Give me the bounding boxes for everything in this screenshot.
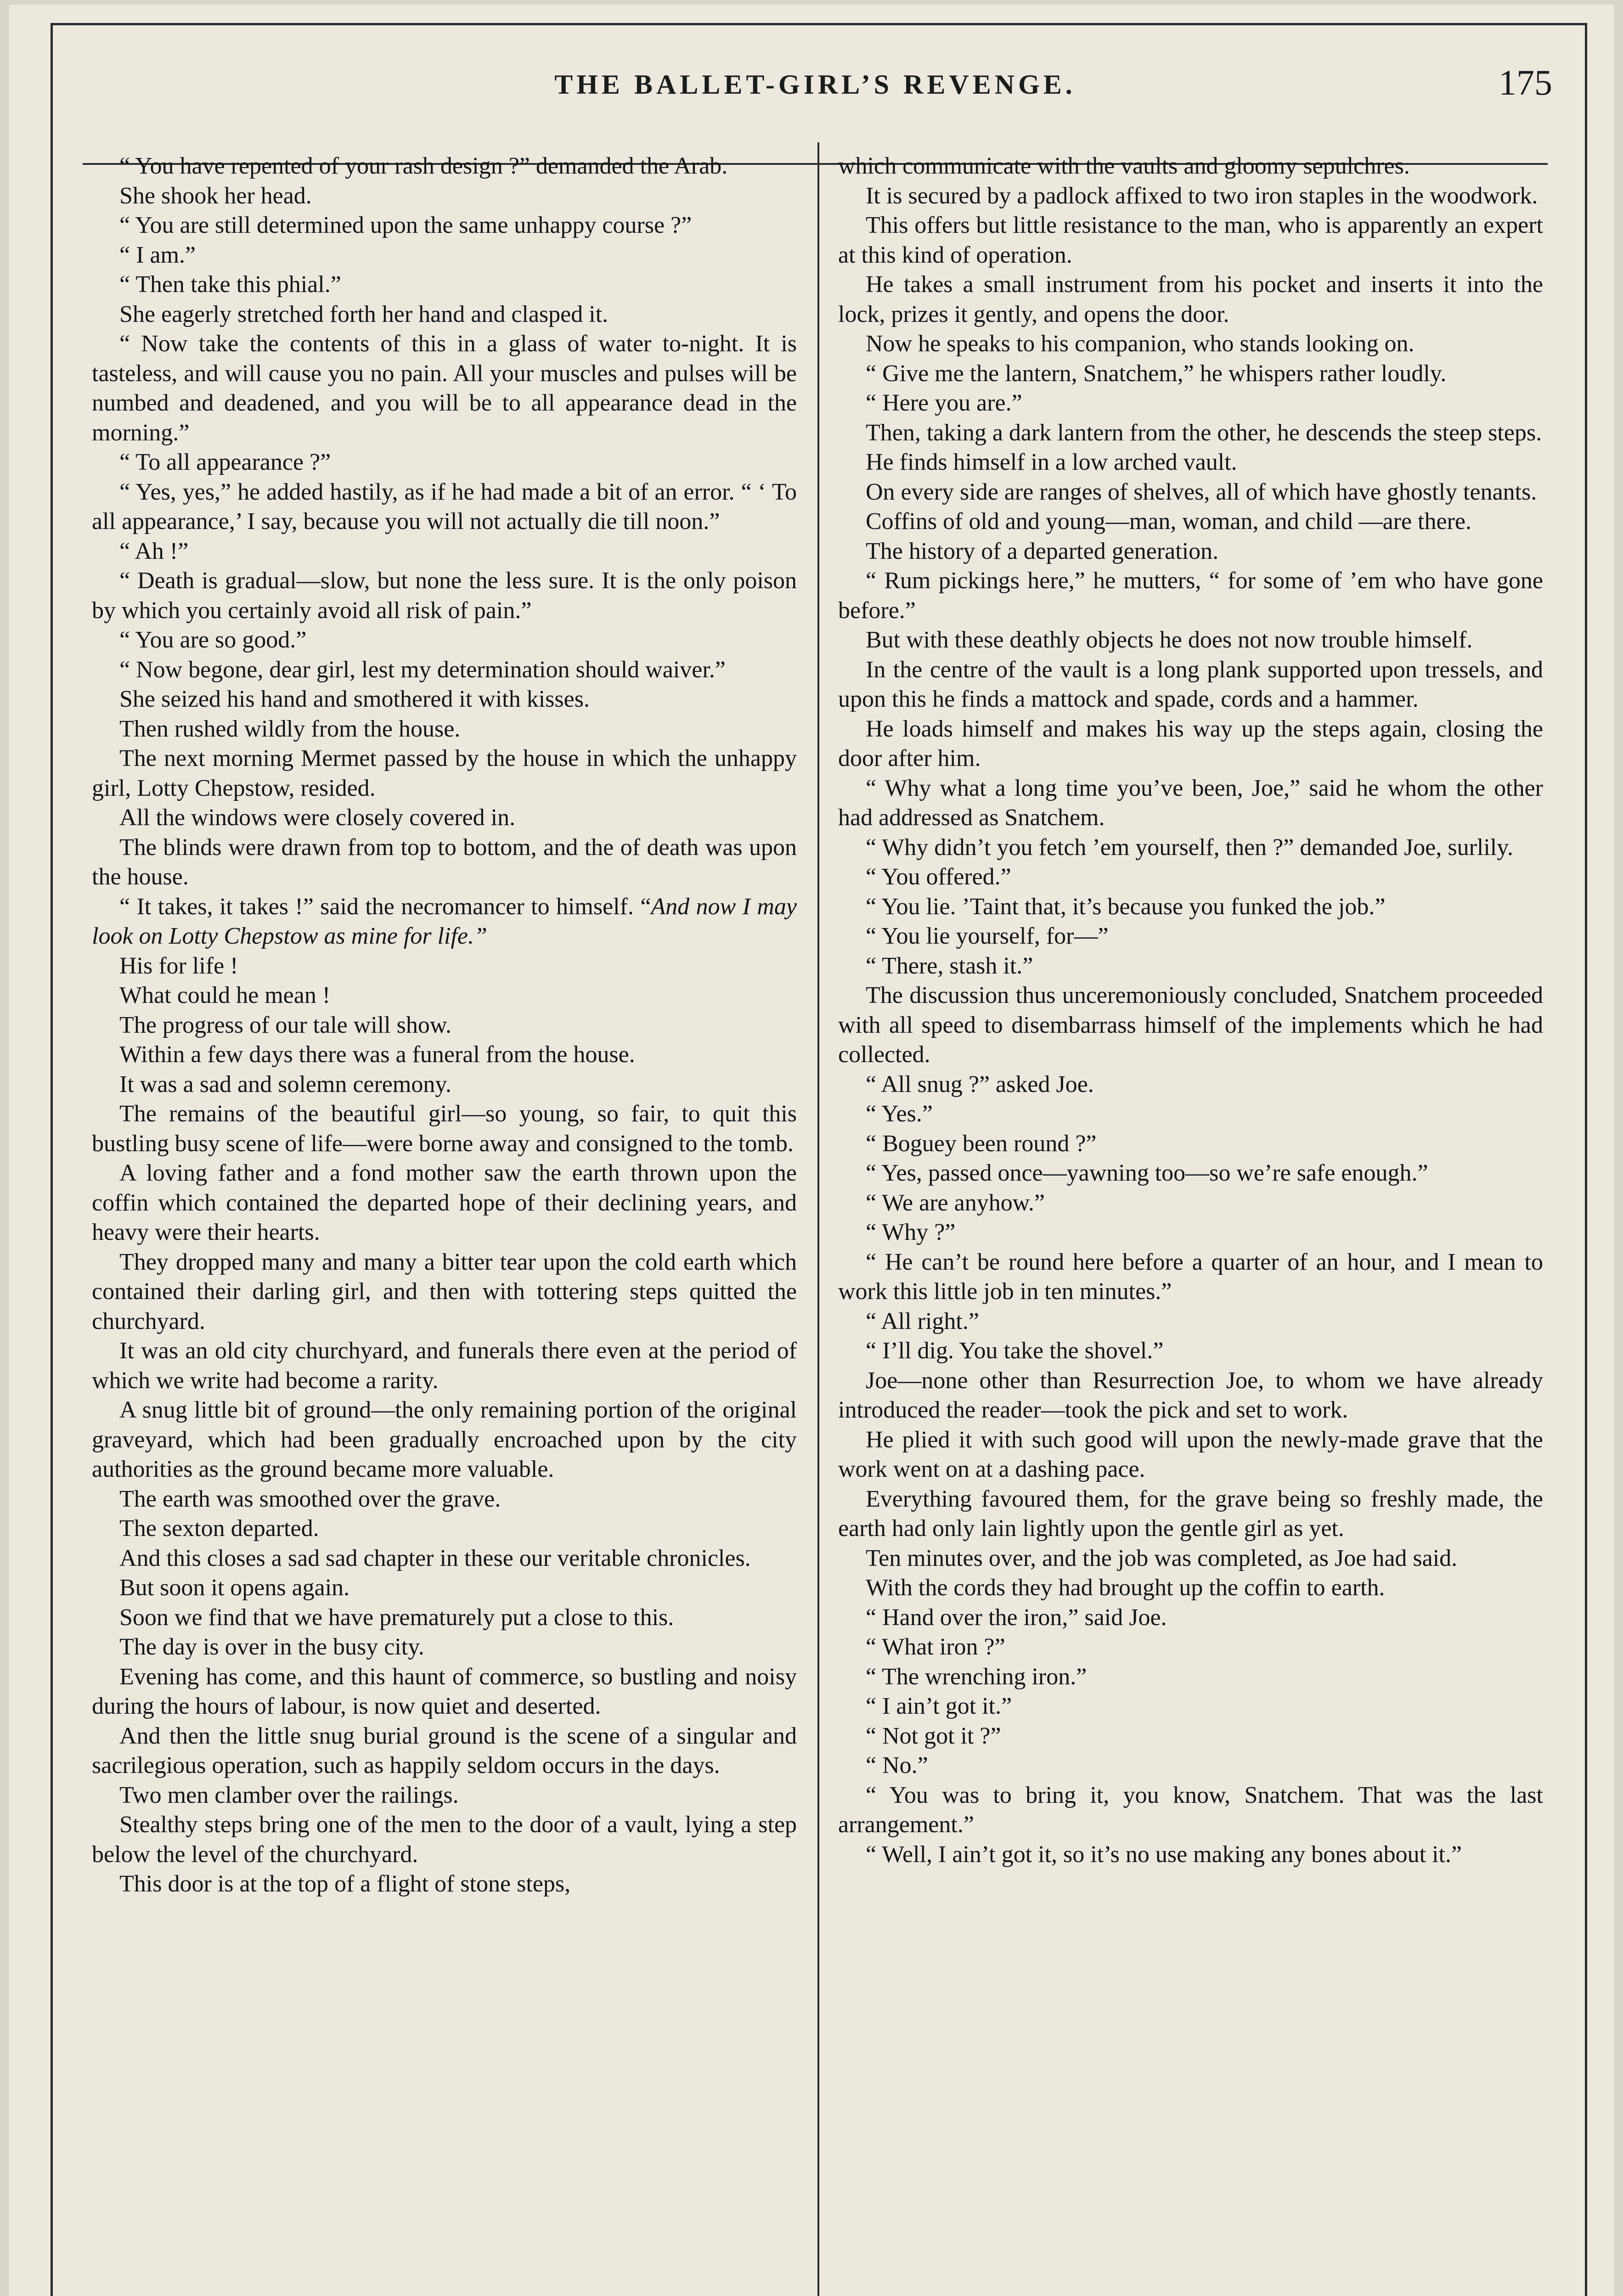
paragraph: The history of a departed generation. <box>866 538 1219 564</box>
paragraph: But with these deathly objects he does not now trouble himself. <box>866 627 1473 653</box>
paragraph: “ Death is gradual—slow, but none the less sure. It is the only poison by which you certainly avoid all risk of pain.” <box>92 568 797 624</box>
paragraph: “ Then take this phial.” <box>119 271 341 298</box>
paragraph: “ You was to bring it, you know, Snatchem. That was the last arrangement.” <box>838 1782 1543 1838</box>
paragraph: It is secured by a padlock affixed to two iron staples in the woodwork. <box>866 182 1538 209</box>
paragraph: Then, taking a dark lantern from the other, he descends the steep steps. <box>866 419 1542 446</box>
paragraph: “ What iron ?” <box>866 1634 1005 1660</box>
paragraph: Then rushed wildly from the house. <box>119 715 461 742</box>
paragraph: “ You lie. ’Taint that, it’s because you funked the job.” <box>866 893 1386 920</box>
paragraph: It was a sad and solemn ceremony. <box>119 1071 451 1097</box>
paragraph: “ Yes.” <box>866 1101 933 1127</box>
paragraph: He plied it with such good will upon the newly-made grave that the work went on at a dashing pace. <box>838 1426 1543 1482</box>
paragraph: “ You are still determined upon the same unhappy course ?” <box>119 212 692 238</box>
paragraph: He finds himself in a low arched vault. <box>866 449 1237 475</box>
paragraph: “ No.” <box>866 1752 928 1778</box>
paragraph: “ I am.” <box>119 242 196 268</box>
paragraph: “ Yes, passed once—yawning too—so we’re safe enough.” <box>866 1160 1428 1186</box>
page-header <box>73 37 1557 129</box>
paragraph: What could he mean ! <box>119 982 331 1008</box>
paragraph: “ Why what a long time you’ve been, Joe,” said he whom the other had addressed as Snatchem. <box>838 775 1543 831</box>
column-divider <box>817 142 819 2296</box>
paragraph: It was an old city churchyard, and funerals there even at the period of which we write had become a rarity. <box>92 1338 797 1394</box>
paragraph: “ All right.” <box>866 1308 979 1334</box>
paragraph: “ Give me the lantern, Snatchem,” he whispers rather loudly. <box>866 360 1447 387</box>
paragraph: Now he speaks to his companion, who stands looking on. <box>866 331 1414 357</box>
paragraph: On every side are ranges of shelves, all of which have ghostly tenants. <box>866 478 1537 505</box>
paragraph: “ We are anyhow.” <box>866 1189 1045 1216</box>
paragraph: “ I ain’t got it.” <box>866 1693 1012 1719</box>
paragraph: Everything favoured them, for the grave being so freshly made, the earth had only lain lightly upon the gentle girl as yet. <box>838 1486 1543 1542</box>
paragraph: With the cords they had brought up the coffin to earth. <box>866 1575 1385 1601</box>
paragraph: “ To all appearance ?” <box>119 449 331 475</box>
paragraph: Within a few days there was a funeral from the house. <box>119 1041 635 1068</box>
paragraph: “ I’ll dig. You take the shovel.” <box>866 1338 1164 1364</box>
paragraph: And then the little snug burial ground is the scene of a singular and sacrilegious operation, such as happily seldom occurs in the days. <box>92 1722 797 1778</box>
paragraph: They dropped many and many a bitter tear upon the cold earth which contained their darling girl, and then with tottering steps quitted the churchyard. <box>92 1249 797 1334</box>
paragraph: In the centre of the vault is a long plank supported upon tressels, and upon this he finds a mattock and spade, cords and a hammer. <box>838 656 1543 712</box>
paragraph: The blinds were drawn from top to bottom, and the of death was upon the house. <box>92 834 797 890</box>
paragraph: His for life ! <box>119 952 238 979</box>
paragraph: Stealthy steps bring one of the men to the door of a vault, lying a step below the level of the churchyard. <box>92 1812 797 1868</box>
paragraph: The next morning Mermet passed by the house in which the unhappy girl, Lotty Chepstow, resided. <box>92 745 797 801</box>
paragraph: She seized his hand and smothered it with kisses. <box>119 686 590 712</box>
paragraph: Evening has come, and this haunt of commerce, so bustling and noisy during the hours of labour, is now quiet and deserted. <box>92 1663 797 1719</box>
right-column <box>838 152 1543 2296</box>
paragraph: The progress of our tale will show. <box>119 1012 452 1038</box>
paragraph: Ten minutes over, and the job was completed, as Joe had said. <box>866 1545 1458 1571</box>
paragraph: “ Well, I ain’t got it, so it’s no use making any bones about it.” <box>866 1841 1462 1868</box>
paragraph: “ You offered.” <box>866 864 1011 890</box>
left-column <box>92 152 797 2296</box>
paragraph: “ Here you are.” <box>866 390 1022 416</box>
paragraph: “ All snug ?” asked Joe. <box>866 1071 1094 1097</box>
paragraph: “ Not got it ?” <box>866 1722 1001 1749</box>
paragraph <box>92 892 797 951</box>
paragraph: “ Hand over the iron,” said Joe. <box>866 1604 1167 1631</box>
paragraph: “ Now begone, dear girl, lest my determination should waiver.” <box>119 656 726 683</box>
paragraph: “ Yes, yes,” he added hastily, as if he had made a bit of an error. “ ‘ To all appearance,’ I say, because you will not actually die till noon.” <box>92 478 797 535</box>
paragraph: Joe—none other than Resurrection Joe, to whom we have already introduced the reader—took the pick and set to work. <box>838 1367 1543 1423</box>
paragraph: All the windows were closely covered in. <box>119 805 516 831</box>
paragraph: The discussion thus unceremoniously concluded, Snatchem proceeded with all speed to disembarrass himself of the implements which he had collected. <box>838 982 1543 1068</box>
book-page <box>9 5 1614 2296</box>
italic-quote: And now I may look on Lotty Chepstow as mine for life.” <box>92 893 797 949</box>
paragraph: He takes a small instrument from his pocket and inserts it into the lock, prizes it gently, and opens the door. <box>838 271 1543 327</box>
paragraph: “ Boguey been round ?” <box>866 1130 1097 1157</box>
quote-lead: “ It takes, it takes !” said the necromancer to himself. “ <box>119 893 651 920</box>
page-number: 175 <box>1499 62 1552 102</box>
paragraph: “ Now take the contents of this in a glass of water to-night. It is tasteless, and will cause you no pain. All your muscles and pulses will be numbed and deadened, and you will be to all appearance dead in the morning.” <box>92 331 797 446</box>
paragraph: The sexton departed. <box>119 1515 319 1542</box>
paragraph: This door is at the top of a flight of stone steps, <box>119 1871 571 1897</box>
paragraph: This offers but little resistance to the man, who is apparently an expert at this kind of operation. <box>838 212 1543 268</box>
paragraph: She shook her head. <box>119 182 312 209</box>
paragraph: “ You lie yourself, for—” <box>866 923 1109 949</box>
paragraph: The remains of the beautiful girl—so young, so fair, to quit this bustling busy scene of life—were borne away and consigned to the tomb. <box>92 1101 797 1157</box>
paragraph: “ Rum pickings here,” he mutters, “ for some of ’em who have gone before.” <box>838 568 1543 624</box>
paragraph: A snug little bit of ground—the only remaining portion of the original graveyard, which had been gradually encroached upon by the city authorities as the ground became more valuable. <box>92 1397 797 1482</box>
paragraph: The day is over in the busy city. <box>119 1634 424 1660</box>
paragraph: “ Why didn’t you fetch ’em yourself, then ?” demanded Joe, surlily. <box>866 834 1513 861</box>
paragraph: “ He can’t be round here before a quarter of an hour, and I mean to work this little job in ten minutes.” <box>838 1249 1543 1305</box>
paragraph: which communicate with the vaults and gloomy sepulchres. <box>838 153 1410 179</box>
paragraph: And this closes a sad sad chapter in these our veritable chronicles. <box>119 1545 751 1571</box>
paragraph: “ The wrenching iron.” <box>866 1663 1087 1690</box>
paragraph: Soon we find that we have prematurely put a close to this. <box>119 1604 674 1631</box>
paragraph: He loads himself and makes his way up the steps again, closing the door after him. <box>838 715 1543 771</box>
paragraph: A loving father and a fond mother saw the earth thrown upon the coffin which contained the departed hope of their declining years, and heavy were their hearts. <box>92 1160 797 1245</box>
paragraph: “ There, stash it.” <box>866 952 1033 979</box>
paragraph: Two men clamber over the railings. <box>119 1782 459 1808</box>
running-title: THE BALLET-GIRL’S REVENGE. <box>554 69 1076 100</box>
paragraph: But soon it opens again. <box>119 1575 350 1601</box>
paragraph: She eagerly stretched forth her hand and clasped it. <box>119 301 609 327</box>
paragraph: “ Ah !” <box>119 538 189 564</box>
paragraph: The earth was smoothed over the grave. <box>119 1486 501 1512</box>
paragraph: “ You have repented of your rash design ?” demanded the Arab. <box>119 153 728 179</box>
paragraph: “ You are so good.” <box>119 627 307 653</box>
paragraph: “ Why ?” <box>866 1219 956 1245</box>
paragraph: Coffins of old and young—man, woman, and child —are there. <box>866 508 1471 535</box>
